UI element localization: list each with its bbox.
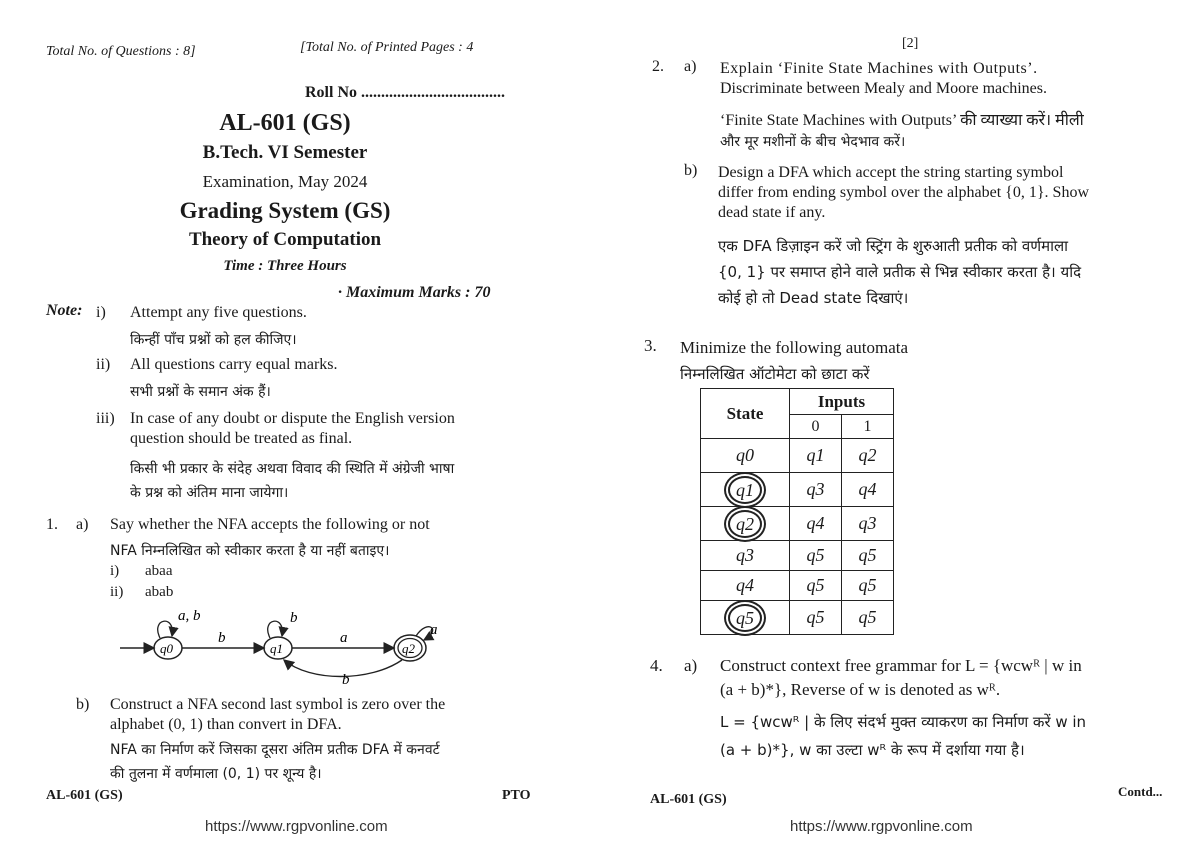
paper-code: AL-601 (GS) (219, 110, 351, 136)
q1a-label: a) (76, 516, 89, 533)
q3-text-hindi: निम्नलिखित ऑटोमेटा को छाटा करें (680, 365, 870, 383)
note-text-hindi: किसी भी प्रकार के संदेह अथवा विवाद की स्थिति में अंग्रेजी भाषा (130, 461, 455, 477)
final-state-label: q1 (728, 476, 762, 504)
q2-number: 2. (652, 58, 664, 75)
transition-cell: q5 (790, 601, 842, 635)
state-label: q3 (736, 545, 754, 565)
q1b-label: b) (76, 696, 90, 713)
transition-cell: q1 (790, 439, 842, 473)
transition-cell: q5 (790, 571, 842, 601)
subject: Theory of Computation (188, 229, 382, 250)
q4a-text-hindi: L = {wcwᴿ | के लिए संदर्भ मुक्त व्याकरण का निर्माण करें w in (720, 713, 1087, 731)
roll-no: Roll No .................................... (305, 84, 505, 101)
edge-q2-q1-label: b (342, 672, 350, 688)
transition-cell: q4 (841, 473, 893, 507)
q1a-item-num: i) (110, 563, 120, 579)
note-num: i) (96, 304, 106, 321)
q2a-text-hindi: और मूर मशीनों के बीच भेदभाव करें। (720, 134, 906, 150)
footer-contd: Contd... (1118, 784, 1163, 799)
note-text: In case of any doubt or dispute the English version (130, 410, 455, 427)
footer-url[interactable]: https://www.rgpvonline.com (205, 818, 388, 835)
note-text-hindi: सभी प्रश्नों के समान अंक हैं। (130, 384, 271, 400)
note-label: Note: (46, 302, 83, 319)
state-label: q4 (736, 575, 754, 595)
q2b-text: Design a DFA which accept the string starting symbol (718, 164, 1064, 181)
note-text: All questions carry equal marks. (130, 356, 338, 373)
table-row (701, 541, 894, 571)
transition-cell: q5 (841, 601, 893, 635)
q4a-label: a) (684, 656, 698, 675)
total-questions: Total No. of Questions : 8] (46, 44, 196, 59)
edge-q0-q1-label: b (218, 630, 226, 646)
transition-cell: q3 (841, 507, 893, 541)
q2a-text: Explain ‘Finite State Machines with Outputs’. (720, 60, 1038, 77)
transition-cell: q5 (790, 541, 842, 571)
transition-cell: q5 (841, 571, 893, 601)
note-num: ii) (96, 356, 111, 373)
q1a-item-num: ii) (110, 584, 124, 600)
note-text: question should be treated as final. (130, 430, 353, 447)
final-state-label: q5 (728, 604, 762, 632)
q1a-item-text: abab (145, 584, 174, 600)
transition-cell: q5 (841, 541, 893, 571)
table-row (701, 601, 894, 635)
loop-q0 (158, 621, 173, 638)
state-cell (701, 601, 790, 635)
final-state-label: q2 (728, 510, 762, 538)
state-cell (701, 571, 790, 601)
q3-number: 3. (644, 336, 657, 355)
transition-cell: q4 (790, 507, 842, 541)
q2b-label: b) (684, 162, 698, 179)
note-num: iii) (96, 410, 115, 427)
program: B.Tech. VI Semester (202, 142, 368, 163)
loop-q1 (268, 621, 283, 638)
state-cell (701, 541, 790, 571)
q4-number: 4. (650, 656, 663, 675)
time: Time : Three Hours (223, 258, 347, 274)
q2-label: q2 (402, 641, 415, 656)
state-label: q0 (736, 445, 754, 465)
q2b-text: dead state if any. (718, 204, 826, 221)
right-page (600, 0, 1200, 849)
q1a-item-text: abaa (145, 563, 173, 579)
q3-text: Minimize the following automata (680, 338, 909, 357)
state-cell (701, 439, 790, 473)
footer-url[interactable]: https://www.rgpvonline.com (790, 818, 973, 835)
q1b-text: Construct a NFA second last symbol is zero over the (110, 696, 446, 713)
exam: Examination, May 2024 (202, 172, 368, 191)
q0-label: q0 (160, 641, 173, 656)
grading-system: Grading System (GS) (179, 198, 391, 223)
table-row (701, 473, 894, 507)
state-cell (701, 473, 790, 507)
transition-cell: q2 (841, 439, 893, 473)
q1b-text-hindi: की तुलना में वर्णमाला (0, 1) पर शून्य है। (110, 766, 322, 782)
q2b-text-hindi: कोई हो तो Dead state दिखाएं। (718, 289, 909, 307)
q2a-text: Discriminate between Mealy and Moore machines. (720, 80, 1047, 97)
inputs-header: Inputs (790, 389, 894, 415)
q2a-text-hindi: ‘Finite State Machines with Outputs’ की व्याख्या करें। मीली (720, 112, 1084, 129)
q1b-text-hindi: NFA का निर्माण करें जिसका दूसरा अंतिम प्रतीक DFA में कनवर्ट (110, 742, 440, 758)
loop-q1-label: b (290, 610, 298, 626)
q1-number: 1. (46, 516, 58, 533)
max-marks: · Maximum Marks : 70 (338, 284, 491, 301)
footer-paper-code: AL-601 (GS) (650, 792, 727, 807)
nfa-diagram (110, 600, 460, 690)
total-pages: [Total No. of Printed Pages : 4 (300, 40, 474, 55)
table-row (701, 439, 894, 473)
footer-pto: PTO (502, 788, 531, 803)
q1a-text-hindi: NFA निम्नलिखित को स्वीकार करता है या नहीं बताइए। (110, 543, 390, 559)
q1-label: q1 (270, 641, 283, 656)
input-col-1: 1 (841, 415, 893, 439)
note-text-hindi: के प्रश्न को अंतिम माना जायेगा। (130, 485, 289, 501)
q2b-text-hindi: {0, 1} पर समाप्त होने वाले प्रतीक से भिन्न स्वीकार करता है। यदि (718, 263, 1082, 281)
state-cell (701, 507, 790, 541)
loop-q2-label: a (430, 622, 438, 638)
q2b-text: differ from ending symbol over the alphabet {0, 1}. Show (718, 184, 1089, 201)
q4a-text: (a + b)*}, Reverse of w is denoted as wᴿ. (720, 680, 1001, 699)
state-header: State (701, 389, 790, 439)
state-table (700, 388, 894, 635)
loop-q0-label: a, b (178, 608, 201, 624)
table-row (701, 571, 894, 601)
input-col-0: 0 (790, 415, 842, 439)
page-number: [2] (902, 36, 919, 51)
note-text-hindi: किन्हीं पाँच प्रश्नों को हल कीजिए। (130, 332, 297, 348)
note-text: Attempt any five questions. (130, 304, 307, 321)
transition-cell: q3 (790, 473, 842, 507)
q4a-text: Construct context free grammar for L = {wcwᴿ | w in (720, 656, 1082, 675)
edge-q1-q2-label: a (340, 630, 348, 646)
table-row (701, 507, 894, 541)
q4a-text-hindi: (a + b)*}, w का उल्टा wᴿ के रूप में दर्शाया गया है। (720, 741, 1025, 759)
q1b-text: alphabet (0, 1) than convert in DFA. (110, 716, 342, 733)
footer-paper-code: AL-601 (GS) (46, 788, 123, 803)
q2b-text-hindi: एक DFA डिज़ाइन करें जो स्ट्रिंग के शुरुआती प्रतीक को वर्णमाला (718, 237, 1069, 255)
q2a-label: a) (684, 58, 697, 75)
q1a-text: Say whether the NFA accepts the following or not (110, 516, 430, 533)
